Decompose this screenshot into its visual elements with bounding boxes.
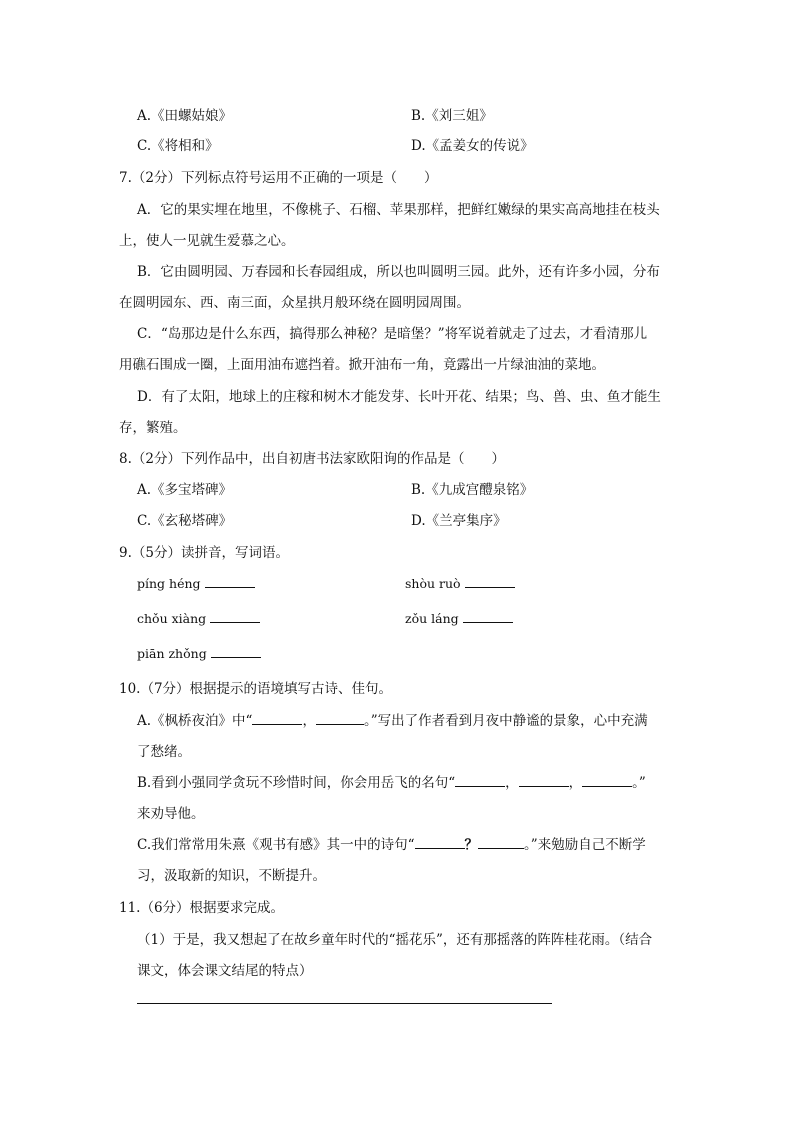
q9-item-2 bbox=[405, 575, 515, 591]
q8-stem: 8.（2分）下列作品中，出自初唐书法家欧阳询的作品是（ ） bbox=[119, 451, 505, 467]
answer-blank[interactable] bbox=[465, 575, 515, 588]
q10-part-c-line2: 习，汲取新的知识，不断提升。 bbox=[137, 868, 326, 884]
q10-a-suffix: 。”写出了作者看到月夜中静谧的景象，心中充满 bbox=[363, 713, 648, 729]
q9-item-1 bbox=[137, 575, 255, 591]
q11-part1-line1: （1）于是，我又想起了在故乡童年时代的“摇花乐”，还有那摇落的阵阵桂花雨。（结合 bbox=[137, 932, 653, 948]
q7-option-b-line1: B．它由圆明园、万春园和长春园组成，所以也叫圆明三园。此外，还有许多小园，分布 bbox=[137, 264, 660, 280]
q10-c-suffix: 。”来勉励自己不断学 bbox=[524, 837, 646, 853]
answer-blank[interactable] bbox=[316, 712, 364, 725]
q7-option-b-line2: 在圆明园东、西、南三面，众星拱月般环绕在圆明园周围。 bbox=[119, 295, 470, 311]
q10-a-separator: ， bbox=[302, 713, 316, 729]
q7-option-a-line1: A．它的果实埋在地里，不像桃子、石榴、苹果那样，把鲜红嫩绿的果实高高地挂在枝头 bbox=[137, 202, 660, 218]
answer-blank[interactable] bbox=[205, 575, 255, 588]
pinyin-text: píng héng bbox=[137, 576, 201, 591]
q10-b-separator: ， bbox=[505, 775, 519, 791]
q6-option-a: A.《田螺姑娘》 bbox=[137, 108, 233, 124]
pinyin-text: shòu ruò bbox=[405, 576, 461, 591]
q9-item-3 bbox=[137, 610, 260, 626]
q8-option-c: C.《玄秘塔碑》 bbox=[137, 513, 233, 529]
q6-option-d: D.《孟姜女的传说》 bbox=[411, 138, 534, 154]
q7-stem: 7.（2分）下列标点符号运用不正确的一项是（ ） bbox=[119, 170, 438, 186]
q7-option-c-line1: C．“岛那边是什么东西，搞得那么神秘？是暗堡？”将军说着就走了过去，才看清那儿 bbox=[137, 326, 648, 342]
q7-option-c-line2: 用礁石围成一圈，上面用油布遮挡着。掀开油布一角，竟露出一片绿油油的菜地。 bbox=[119, 357, 605, 373]
q8-option-b: B.《九成宫醴泉铭》 bbox=[411, 482, 534, 498]
q10-b-suffix: 。” bbox=[632, 775, 646, 791]
q8-option-a: A.《多宝塔碑》 bbox=[137, 482, 233, 498]
q6-option-c: C.《将相和》 bbox=[137, 138, 219, 154]
answer-blank[interactable] bbox=[582, 774, 632, 787]
answer-blank[interactable] bbox=[210, 610, 260, 623]
answer-blank[interactable] bbox=[455, 774, 505, 787]
q10-part-b-line1 bbox=[137, 771, 646, 791]
q11-answer-line[interactable] bbox=[137, 1003, 552, 1004]
q10-c-separator: ？ bbox=[464, 837, 479, 853]
q10-stem: 10.（7分）根据提示的语境填写古诗、佳句。 bbox=[119, 681, 393, 697]
q10-c-prefix: C.我们常常用朱熹《观书有感》其一中的诗句“ bbox=[137, 837, 415, 853]
q7-option-d-line1: D．有了太阳，地球上的庄稼和树木才能发芽、长叶开花、结果；鸟、兽、虫、鱼才能生 bbox=[137, 389, 661, 405]
pinyin-text: zǒu láng bbox=[405, 611, 459, 626]
q7-option-d-line2: 存，繁殖。 bbox=[119, 420, 187, 436]
q6-option-b: B.《刘三姐》 bbox=[411, 108, 493, 124]
q8-option-d: D.《兰亭集序》 bbox=[411, 513, 507, 529]
q10-b-prefix: B.看到小强同学贪玩不珍惜时间，你会用岳飞的名句“ bbox=[137, 775, 456, 791]
q10-part-c-line1 bbox=[137, 833, 646, 853]
q10-part-b-line2: 来劝导他。 bbox=[137, 806, 205, 822]
q9-item-4 bbox=[405, 610, 513, 626]
pinyin-text: chǒu xiàng bbox=[137, 611, 207, 626]
answer-blank[interactable] bbox=[463, 610, 513, 623]
answer-blank[interactable] bbox=[415, 836, 465, 849]
q10-a-prefix: A.《枫桥夜泊》中“ bbox=[137, 713, 253, 729]
q10-b-separator: ， bbox=[568, 775, 583, 791]
answer-blank[interactable] bbox=[519, 774, 569, 787]
pinyin-text: piān zhǒng bbox=[137, 646, 207, 661]
q11-part1-line2: 课文，体会课文结尾的特点） bbox=[137, 963, 313, 979]
answer-blank[interactable] bbox=[211, 645, 261, 658]
q9-item-5 bbox=[137, 645, 261, 661]
q9-stem: 9.（5分）读拼音，写词语。 bbox=[119, 545, 289, 561]
answer-blank[interactable] bbox=[478, 836, 524, 849]
q10-part-a-line2: 了愁绪。 bbox=[137, 744, 191, 760]
answer-blank[interactable] bbox=[252, 712, 302, 725]
q11-stem: 11.（6分）根据要求完成。 bbox=[119, 900, 285, 916]
q7-option-a-line2: 上，使人一见就生爱慕之心。 bbox=[119, 233, 295, 249]
q10-part-a-line1 bbox=[137, 709, 648, 729]
